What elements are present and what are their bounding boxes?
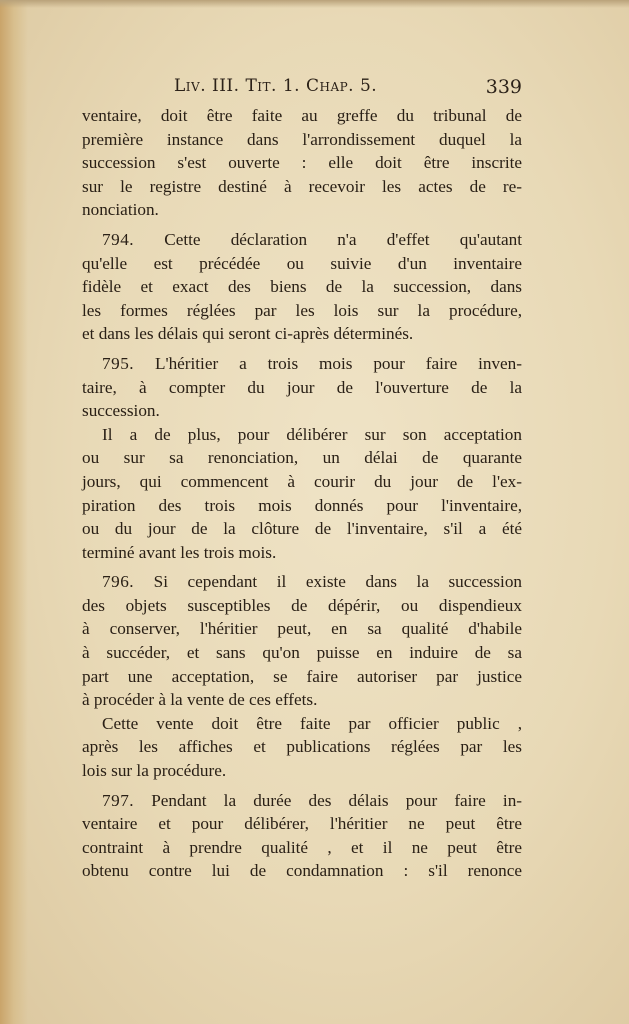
- text-line: les formes réglées par les lois sur la procédure,: [82, 300, 522, 320]
- text-line-content: Pendant la durée des délais pour faire in-: [151, 790, 523, 810]
- text-line-content: Si cependant il existe dans la succession: [153, 572, 523, 592]
- text-line: [82, 352, 522, 376]
- paragraph: [82, 423, 522, 565]
- paragraph: [82, 104, 522, 222]
- text-line: des objets susceptibles de dépérir, ou dispendieux: [82, 595, 522, 615]
- text-line: part une acceptation, se faire autoriser par justice: [82, 666, 522, 686]
- text-line: après les affiches et publications réglées par les: [82, 737, 522, 757]
- text-line: qu'elle est précédée ou suivie d'un inventaire: [82, 253, 522, 273]
- text-line: ou du jour de la clôture de l'inventaire, s'il a été: [82, 519, 522, 539]
- page-gutter-shadow: [0, 0, 28, 1024]
- text-line: ventaire, doit être faite au greffe du tribunal de: [82, 106, 522, 125]
- text-line: à succéder, et sans qu'on puisse en induire de sa: [82, 643, 522, 663]
- text-line: [82, 570, 522, 594]
- text-line-content: L'héritier a trois mois pour faire inven-: [154, 353, 522, 373]
- article-797: [82, 789, 522, 883]
- text-line: jours, qui commencent à courir du jour de l'ex-: [82, 471, 522, 491]
- text-line: piration des trois mois donnés pour l'inventaire,: [82, 495, 522, 515]
- text-line: contraint à prendre qualité , et il ne peut être: [82, 837, 522, 857]
- text-line: et dans les délais qui seront ci-après déterminés.: [82, 324, 414, 344]
- text-line: lois sur la procédure.: [82, 761, 227, 781]
- text-line: ventaire et pour délibérer, l'héritier ne peut être: [82, 814, 522, 834]
- paragraph: [82, 712, 522, 783]
- article-number: 797.: [102, 790, 135, 810]
- text-line: obtenu contre lui de condamnation : s'il renonce: [82, 861, 522, 881]
- text-line: [82, 789, 522, 813]
- article-794: [82, 228, 522, 346]
- text-line: Il a de plus, pour délibérer sur son acceptation: [102, 424, 522, 444]
- text-line: taire, à compter du jour de l'ouverture de la: [82, 377, 522, 397]
- article-number: 794.: [102, 229, 135, 249]
- text-line: succession s'est ouverte : elle doit être inscrite: [82, 153, 522, 173]
- text-line-content: Cette déclaration n'a d'effet qu'autant: [164, 229, 522, 249]
- text-line: première instance dans l'arrondissement duquel la: [82, 129, 522, 149]
- page-number: 339: [485, 76, 522, 98]
- page-header: [82, 76, 522, 100]
- text-line: à conserver, l'héritier peut, en sa qualité d'habile: [82, 619, 522, 639]
- running-title: Liv. III. Tit. 1. Chap. 5.: [174, 76, 378, 96]
- text-line: sur le registre destiné à recevoir les actes de re-: [82, 176, 522, 196]
- body-text: [82, 104, 522, 883]
- text-line: terminé avant les trois mois.: [82, 542, 277, 562]
- text-line: Cette vente doit être faite par officier public ,: [102, 713, 522, 733]
- article-795: [82, 352, 522, 423]
- text-line: nonciation.: [82, 200, 159, 220]
- page-top-edge: [0, 0, 629, 8]
- article-number: 795.: [102, 353, 135, 373]
- text-line: [82, 228, 522, 252]
- text-line: succession.: [82, 401, 160, 421]
- article-796: [82, 570, 522, 712]
- article-number: 796.: [102, 572, 135, 592]
- text-line: fidèle et exact des biens de la succession, dans: [82, 277, 522, 297]
- text-line: à procéder à la vente de ces effets.: [82, 690, 318, 710]
- text-line: ou sur sa renonciation, un délai de quarante: [82, 448, 522, 468]
